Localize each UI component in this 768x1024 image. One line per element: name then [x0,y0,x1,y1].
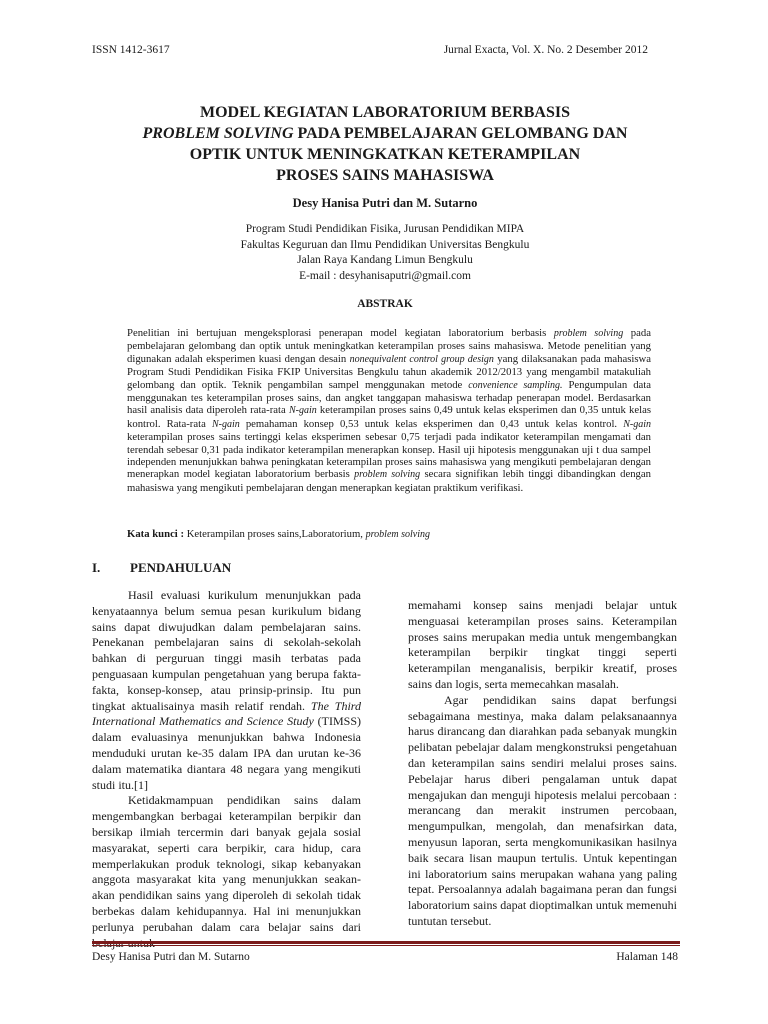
abstract-italic-7: problem solving [354,469,421,481]
affiliation-line-3: Jalan Raya Kandang Limun Bengkulu [297,254,473,266]
abstract-text-5: keterampilan proses sains 0,49 untuk kelas eksperimen dan 0,35 untuk kelas kontrol. Rata-rata [127,404,651,430]
abstract-text-2: pada pembelajaran gelombang dan optik untuk meningkatkan keterampilan proses sains mahasiswa. Metode penelitian yang digunakan adalah eksperimen kuasi dengan desain [127,327,651,365]
abstract-text-7: keterampilan proses sains tertinggi kelas eksperimen sebesar 0,75 terjadi pada indikator keterampilan mengamati dan terendah sebesar 0,31 pada indikator keterampilan menerapkan konsep. Hasil uji hipotesis menggunakan uji t dua sampel independen menunjukkan bahwa peningkatan keterampilan proses sains mahasiswa yang mengikuti pembelajaran dengan menerapkan model kegiatan laboratorium berbasis [127,431,651,481]
abstract-text-4: Pengumpulan data menggunakan tes keterampilan proses sains, dan angket tanggapan mahasiswa terhadap penerapan model. Berdasarkan hasil analisis data diperoleh rata-rata [127,378,651,417]
page-number: Halaman 148 [616,951,678,963]
abstract-italic-3: convenience sampling. [468,379,563,391]
abstract-italic-1: problem solving [553,328,624,339]
keywords-label: Kata kunci : [127,528,185,540]
title-line-2-rest: PADA PEMBELAJARAN GELOMBANG DAN [293,125,628,142]
issn-header: ISSN 1412-3617 [92,44,170,56]
body-text: Hasil evaluasi kurikulum menunjukkan pada kenyataannya belum semua pesan kurikulum bidang sains dapat diwujudkan dalam pembelajaran sains. Penekanan pembelajaran sains di sekolah-sekolah bahkan di perguruan tinggi masih terbatas pada penguasaan kumpulan pengetahuan yang berupa fakta-fakta, konsep-konsep, atau prinsip-prinsip. Itu pun tingkat aktualisainya masih relatif rendah. [92,588,361,713]
abstract-text-3: yang dilaksanakan pada mahasiswa Program Studi Pendidikan Fisika FKIP Universitas Bengkulu tahun akademik 2012/2013 yang mengambil matakuliah gelombang dan optik. Teknik pengambilan sampel menggunakan metode [127,352,651,391]
journal-header: Jurnal Exacta, Vol. X. No. 2 Desember 2012 [443,44,648,56]
abstract-italic-5: N-gain [211,418,240,430]
body-paragraph: Ketidakmampuan pendidikan sains dalam mengembangkan berbagai keterampilan berpikir dan bersikap ilmiah tercermin dari banyak gejala sosial masyarakat, seperti cara berpikir, cara hidup, cara memperlakukan produk teknologi, sikap kebanyakan anggota masyarakat kita yang menunjukkan seakan-akan pendidikan sains yang diperoleh di sekolah tidak berbekas dalam kehidupannya. Hal ini menunjukkan perlunya perubahan dalam cara belajar sains dari [92,793,361,934]
affiliation [90,222,680,284]
title-line-1: MODEL KEGIATAN LABORATORIUM BERBASIS [200,104,570,121]
body-column-left [92,588,361,951]
abstract-italic-4: N-gain [288,405,317,417]
paper-authors: Desy Hanisa Putri dan M. Sutarno [292,196,478,210]
footer-rule-thin [92,945,680,946]
abstract-text-1: Penelitian ini bertujuan mengeksplorasi penerapan model kegiatan laboratorium berbasis [127,327,554,339]
title-line-4: PROSES SAINS MAHASISWA [276,167,494,184]
body-paragraph: Agar pendidikan sains dapat berfungsi sebagaimana mestinya, maka dalam pelaksanaannya harus dirancang dan diarahkan pada sebanyak mungkin pelibatan pebelajar dalam mengkonstruksi pengetahuan dan keterampilan sains sendiri melalui proses sains. Pebelajar harus diberi pengalaman untuk dapat mengajukan dan menguji hipotesis melalui percobaan : merancang dan merakit instrumen percobaan, mengumpulkan, mengolah, dan menafsirkan data, menyusun laporan, serta mengkomunikasikan hasilnya baik secara lisan maupun tertulis. Untuk kepentingan ini laboratorium sains merupakan wahana yang paling tepat. Persoalannya adalah bagaimana peran dan fungsi laboratorium sains dapat dioptimalkan untuk memenuhi tuntutan tersebut. [408,692,677,928]
keywords [127,528,651,540]
section-number: I. [92,560,101,575]
footer-authors: Desy Hanisa Putri dan M. Sutarno [92,951,250,963]
body-paragraph: memahami konsep sains menjadi belajar untuk menguasai keterampilan proses sains. Keterampilan proses sains merupakan media untuk mengembangkan keterampilan berpikir tingkat tinggi seperti keterampilan menganalisis, berpikir kreatif, proses sains dan logis, serta memecahkan masalah. [408,598,677,691]
affiliation-email: E-mail : desyhanisaputri@gmail.com [299,269,471,282]
title-line-3: OPTIK UNTUK MENINGKATKAN KETERAMPILAN [189,146,581,163]
abstract-italic-6: N-gain [623,418,651,430]
abstract-text-8: secara signifikan lebih tinggi dibandingkan dengan mahasiswa yang mengikuti pembelajaran dengan menerapkan kegiatan praktikum verifikasi. [127,468,651,494]
keywords-text: Keterampilan proses sains,Laboratorium, [184,528,366,540]
footer-rule-thick [92,941,680,944]
affiliation-line-2: Fakultas Keguruan dan Ilmu Pendidikan Universitas Bengkulu [240,238,530,251]
keywords-italic: problem solving [365,529,431,540]
abstract-body [127,327,651,494]
body-paragraph [92,588,361,793]
body-text: (TIMSS) dalam evaluasinya menunjukkan bahwa Indonesia menduduki urutan ke-35 dalam IPA dan urutan ke-36 dalam matematika diantara 48 negara yang mengikuti studi itu.[1] [92,714,361,792]
title-line-2 [90,123,680,144]
section-title: PENDAHULUAN [130,560,232,575]
abstract-text-6: pemahaman konsep 0,53 untuk kelas eksperimen dan 0,43 untuk kelas kontrol. [239,417,624,430]
affiliation-line-1: Program Studi Pendidikan Fisika, Jurusan Pendidikan MIPA [245,223,525,235]
paper-title [90,102,680,186]
abstract-heading: ABSTRAK [357,298,413,310]
body-italic: The Third International Mathematics and Science Study [92,698,361,729]
abstract-italic-2: nonequivalent control group design [349,353,494,365]
body-column-right [408,598,677,930]
title-line-2-italic: PROBLEM SOLVING [142,125,294,142]
